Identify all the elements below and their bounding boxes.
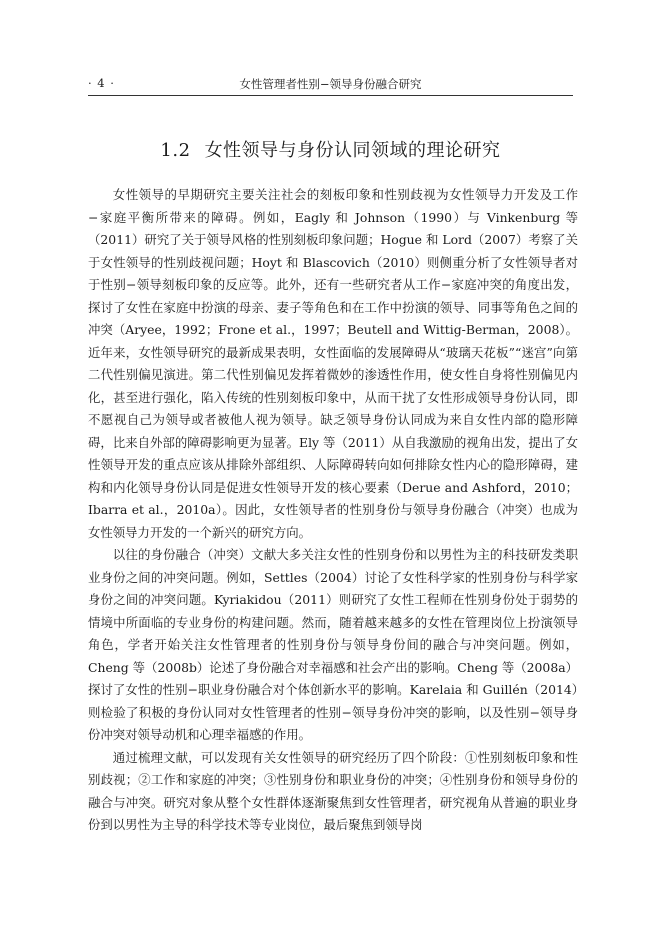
- running-title: 女性管理者性别−领导身份融合研究: [239, 77, 422, 91]
- paragraph: 女性领导的早期研究主要关注社会的刻板印象和性别歧视为女性领导力开发及工作−家庭平衡所带来的障碍。例如，Eagly 和 Johnson（1990）与 Vinkenburg 等（2011）研究了关于领导风格的性别刻板印象问题；Hogue 和 Lord（2007）考察了关于女性领导的性别歧视问题；Hoyt 和 Blascovich（2010）则侧重分析了女性领导者对于性别−领导刻板印象的反应等。此外，还有一些研究者从工作−家庭冲突的角度出发，探讨了女性在家庭中扮演的母亲、妻子等角色和在工作中扮演的领导、同事等角色之间的冲突（Aryee，1992；Frone et al.，1997；Beutell and Wittig-Berman，2008）。近年来，女性领导研究的最新成果表明，女性面临的发展障碍从“玻璃天花板”“迷宫”向第二代性别偏见演进。第二代性别偏见发挥着微妙的渗透性作用，使女性自身将性别偏见内化，甚至进行强化，陷入传统的性别刻板印象中，从而干扰了女性形成领导身份认同，即不愿视自己为领导或者被他人视为领导。缺乏领导身份认同成为来自女性内部的隐形障碍，比来自外部的障碍影响更为显著。Ely 等（2011）从自我激励的视角出发，提出了女性领导开发的重点应该从排除外部组织、人际障碍转向如何排除女性内心的隐形障碍，建构和内化领导身份认同是促进女性领导开发的核心要素（Derue and Ashford，2010；Ibarra et al.，2010a）。因此，女性领导者的性别身份与领导身份融合（冲突）也成为女性领导力开发的一个新兴的研究方向。: [88, 187, 578, 540]
- paragraph: 通过梳理文献，可以发现有关女性领导的研究经历了四个阶段：①性别刻板印象和性别歧视；②工作和家庭的冲突；③性别身份和职业身份的冲突；④性别身份和领导身份的融合与冲突。研究对象从整个女性群体逐渐聚焦到女性管理者，研究视角从普遍的职业身份到以男性为主导的科学技术等专业岗位，最后聚焦到领导岗: [88, 749, 578, 832]
- page-number: · 4 ·: [88, 76, 115, 90]
- body-text: [88, 184, 578, 837]
- paragraph: 以往的身份融合（冲突）文献大多关注女性的性别身份和以男性为主的科技研发类职业身份之间的冲突问题。例如，Settles（2004）讨论了女性科学家的性别身份与科学家身份之间的冲突问题。Kyriakidou（2011）则研究了女性工程师在性别身份处于弱势的情境中所面临的专业身份的构建问题。然而，随着越来越多的女性在管理岗位上扮演领导角色，学者开始关注女性管理者的性别身份与领导身份间的融合与冲突问题。例如，Cheng 等（2008b）论述了身份融合对幸福感和社会产出的影响。Cheng 等（2008a）探讨了女性的性别−职业身份融合对个体创新水平的影响。Karelaia 和 Guillén（2014）则检验了积极的身份认同对女性管理者的性别−领导身份冲突的影响，以及性别−领导身份冲突对领导动机和心理幸福感的作用。: [88, 547, 578, 742]
- running-header: [88, 76, 573, 94]
- section-number: 1.2: [160, 140, 191, 161]
- section-heading: [88, 136, 573, 162]
- header-rule: [88, 95, 573, 96]
- section-title-text: 女性领导与身份认同领域的理论研究: [204, 140, 501, 161]
